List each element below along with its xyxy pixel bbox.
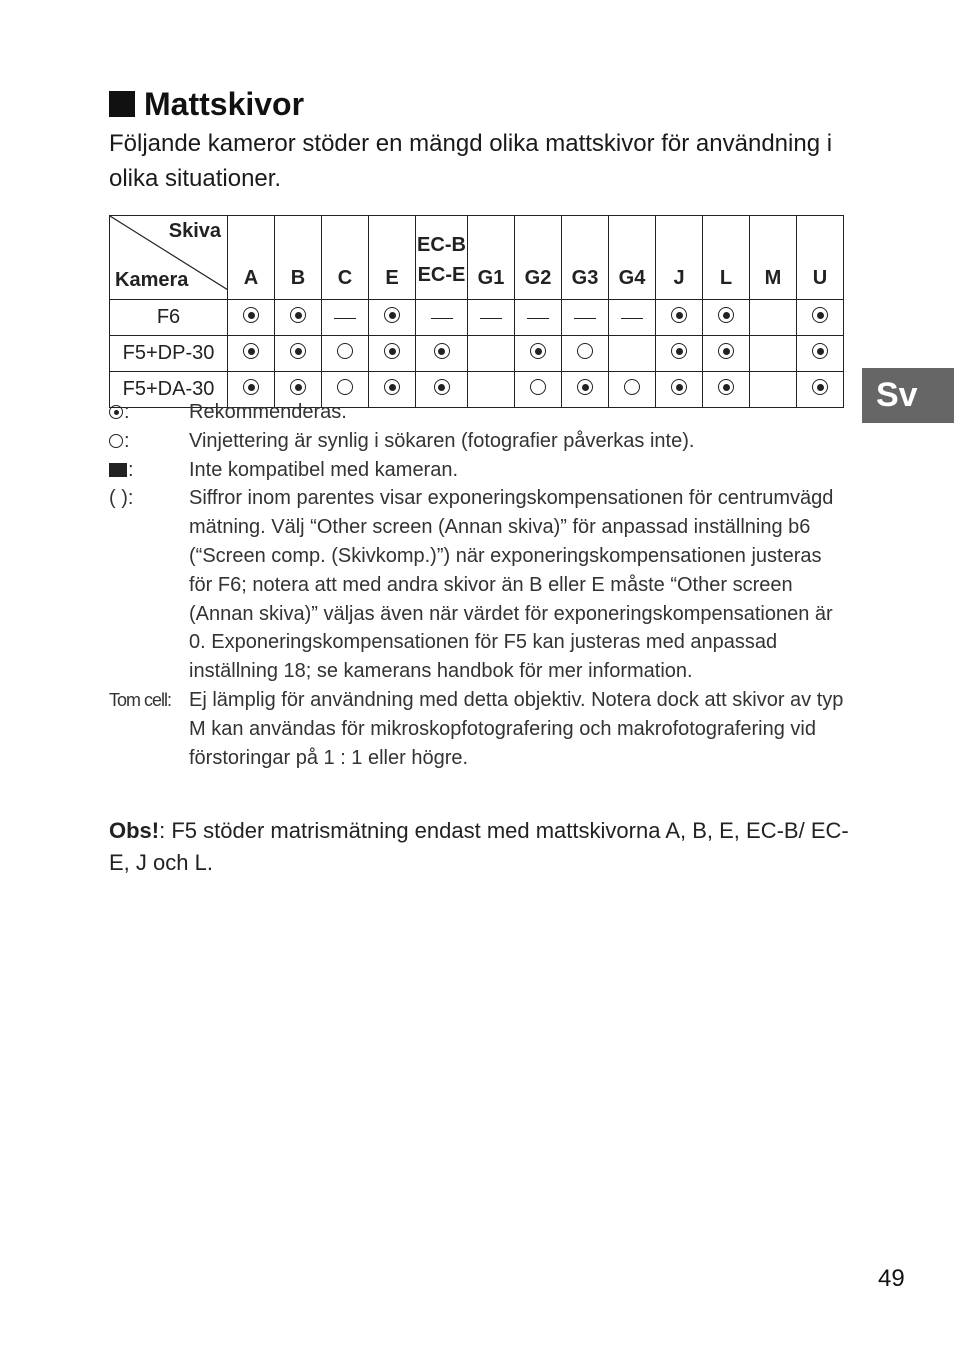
recommended-symbol-icon	[671, 379, 687, 395]
legend-text: Rekommenderas.	[189, 401, 347, 423]
table-cell	[228, 336, 275, 372]
recommended-symbol-icon	[384, 307, 400, 323]
recommended-symbol-icon	[718, 343, 734, 359]
vignetting-symbol-icon	[530, 379, 546, 395]
column-header: U	[797, 216, 844, 300]
recommended-symbol-icon	[434, 379, 450, 395]
recommended-symbol-icon	[718, 307, 734, 323]
heading-text: Mattskivor	[144, 86, 305, 122]
recommended-symbol-icon	[243, 343, 259, 359]
camera-name-cell: F5+DP-30	[110, 336, 228, 372]
table-cell	[275, 336, 322, 372]
recommended-symbol-icon	[812, 343, 828, 359]
table-cell	[656, 300, 703, 336]
table-cell	[703, 300, 750, 336]
table-cell	[515, 336, 562, 372]
column-header: EC-E	[417, 264, 466, 286]
legend-key-text: :	[124, 429, 130, 452]
column-header: EC-B	[417, 234, 466, 256]
recommended-symbol-icon	[671, 343, 687, 359]
column-header: A	[228, 216, 275, 300]
recommended-symbol-icon	[109, 405, 123, 419]
recommended-symbol-icon	[290, 343, 306, 359]
screen-compatibility-table	[109, 215, 844, 408]
table-cell	[609, 336, 656, 372]
legend-item	[109, 456, 849, 485]
table-cell	[468, 336, 515, 372]
section-heading	[109, 84, 304, 124]
recommended-symbol-icon	[243, 307, 259, 323]
recommended-symbol-icon	[812, 307, 828, 323]
legend-key: ( ):	[109, 487, 134, 510]
table-cell	[797, 336, 844, 372]
table-cell	[369, 336, 416, 372]
not-compatible-dash-icon	[527, 318, 549, 320]
column-header: M	[750, 216, 797, 300]
note-label: Obs!	[109, 818, 160, 843]
legend-key	[109, 456, 189, 485]
legend-key	[109, 398, 189, 427]
camera-name-cell: F6	[110, 300, 228, 336]
column-header: G3	[562, 216, 609, 300]
legend	[109, 398, 849, 772]
table-cell	[416, 300, 468, 336]
column-header: E	[369, 216, 416, 300]
recommended-symbol-icon	[384, 343, 400, 359]
column-header: G2	[515, 216, 562, 300]
not-compatible-dash-icon	[109, 463, 127, 477]
recommended-symbol-icon	[577, 379, 593, 395]
vignetting-symbol-icon	[109, 434, 123, 448]
recommended-symbol-icon	[530, 343, 546, 359]
legend-key	[109, 427, 189, 456]
legend-text: Vinjettering är synlig i sökaren (fotografier påverkas inte).	[189, 429, 695, 452]
table-cell	[275, 300, 322, 336]
column-header: G1	[468, 216, 515, 300]
legend-item	[109, 398, 849, 427]
recommended-symbol-icon	[290, 307, 306, 323]
table-cell	[515, 300, 562, 336]
recommended-symbol-icon	[718, 379, 734, 395]
column-header: C	[322, 216, 369, 300]
legend-key-text: :	[128, 458, 134, 481]
corner-label-kamera: Kamera	[115, 269, 189, 291]
not-compatible-dash-icon	[574, 318, 596, 320]
camera-name-cell: F5+DA-30	[110, 372, 228, 408]
language-tab-sv: Sv	[862, 368, 954, 423]
table-cell	[703, 336, 750, 372]
table-cell	[468, 300, 515, 336]
vignetting-symbol-icon	[337, 343, 353, 359]
recommended-symbol-icon	[243, 379, 259, 395]
recommended-symbol-icon	[434, 343, 450, 359]
column-header: L	[703, 216, 750, 300]
legend-item	[109, 686, 849, 772]
column-header: G4	[609, 216, 656, 300]
table-cell	[609, 300, 656, 336]
table-cell	[228, 300, 275, 336]
page-number: 49	[878, 1265, 905, 1292]
table-corner-cell	[110, 216, 228, 300]
table-header-row	[110, 216, 844, 300]
table-row	[110, 300, 844, 336]
column-header-ec	[416, 216, 468, 300]
table-cell	[750, 300, 797, 336]
table-cell	[797, 300, 844, 336]
corner-label-skiva: Skiva	[168, 220, 221, 242]
legend-key: Tom cell:	[109, 689, 172, 710]
not-compatible-dash-icon	[480, 318, 502, 320]
table-cell	[750, 336, 797, 372]
table-cell	[656, 336, 703, 372]
intro-paragraph: Följande kameror stöder en mängd olika mattskivor för användning i olika situationer.	[109, 130, 833, 192]
recommended-symbol-icon	[384, 379, 400, 395]
note-paragraph	[109, 815, 849, 879]
legend-item	[109, 484, 849, 686]
legend-key-text: :	[124, 401, 130, 423]
recommended-symbol-icon	[812, 379, 828, 395]
table-row	[110, 336, 844, 372]
note-text: : F5 stöder matrismätning endast med mattskivorna A, B, E, EC-B/ EC-E, J och L.	[109, 818, 849, 875]
table-cell	[416, 336, 468, 372]
legend-item	[109, 427, 849, 456]
table-cell	[562, 300, 609, 336]
not-compatible-dash-icon	[334, 318, 356, 320]
table-cell	[562, 336, 609, 372]
recommended-symbol-icon	[671, 307, 687, 323]
square-bullet-icon	[109, 91, 135, 117]
legend-text: Ej lämplig för användning med detta objektiv. Notera dock att skivor av typ M kan användas för mikroskopfotografering och makrofotografering vid förstoringar på 1 : 1 eller högre.	[189, 688, 844, 769]
column-header: J	[656, 216, 703, 300]
not-compatible-dash-icon	[431, 318, 453, 320]
not-compatible-dash-icon	[621, 318, 643, 320]
legend-text: Siffror inom parentes visar exponeringskompensationen för centrumvägd mätning. Välj “Other screen (Annan skiva)” för anpassad inställning b6 (“Screen comp. (Skivkomp.)”) när exponeringskompensationen justeras för F6; notera att med andra skivor än B eller E måste “Other screen (Annan skiva)” väljas även när värdet för exponeringskompensationen är 0. Exponeringskompensationen för F5 kan justeras med anpassad inställning 18; se kamerans handbok för mer information.	[189, 487, 834, 683]
vignetting-symbol-icon	[624, 379, 640, 395]
table-cell	[322, 300, 369, 336]
recommended-symbol-icon	[290, 379, 306, 395]
table-cell	[369, 300, 416, 336]
legend-text: Inte kompatibel med kameran.	[189, 458, 459, 481]
table-cell	[322, 336, 369, 372]
vignetting-symbol-icon	[577, 343, 593, 359]
vignetting-symbol-icon	[337, 379, 353, 395]
column-header: B	[275, 216, 322, 300]
